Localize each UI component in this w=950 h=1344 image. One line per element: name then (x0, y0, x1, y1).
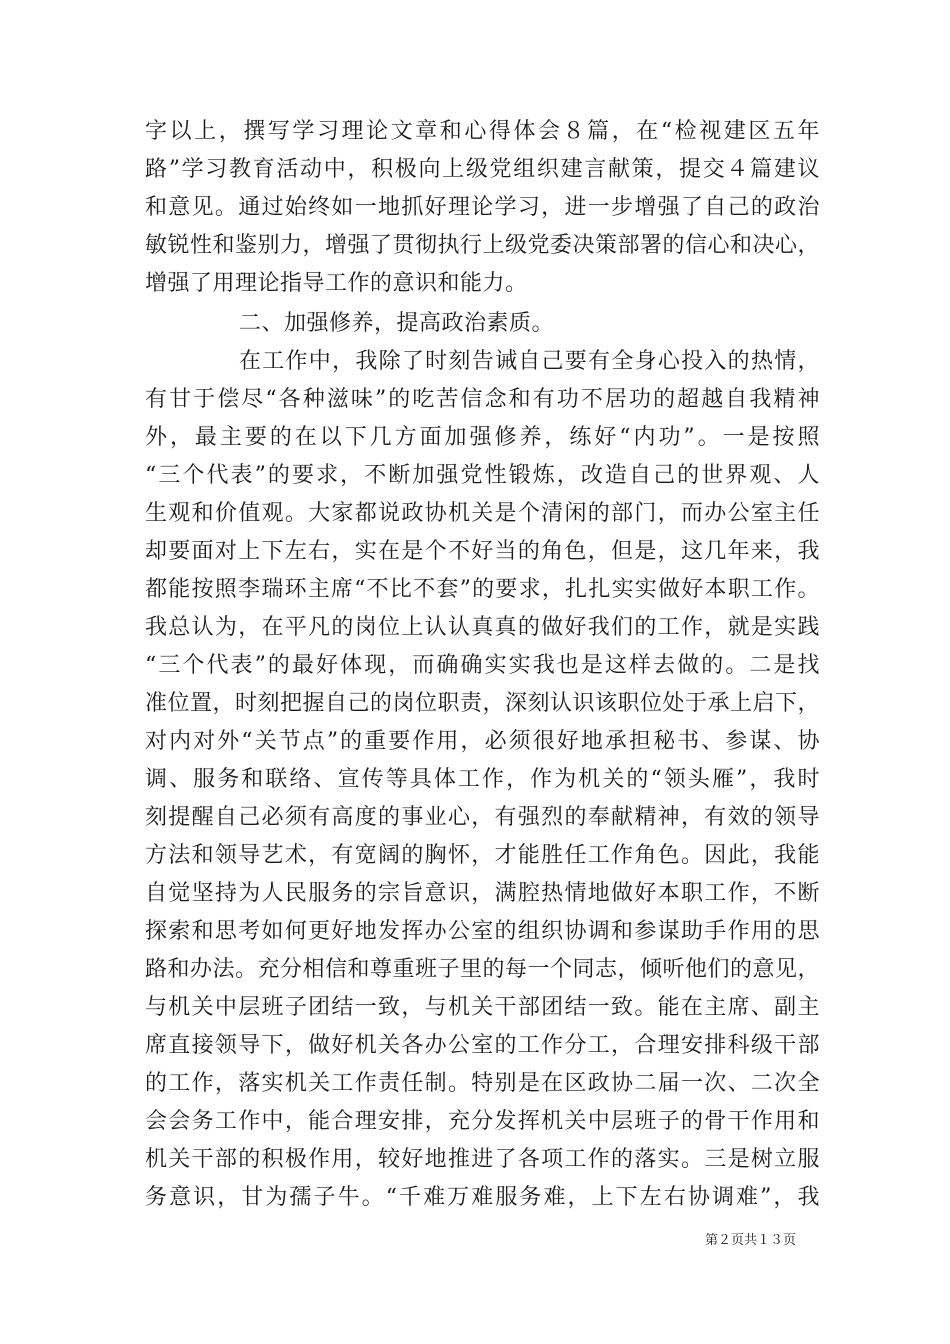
body-line: 路和办法。充分相信和尊重班子里的每一个同志，倾听他们的意见， (145, 957, 821, 982)
body-line: 字以上，撰写学习理论文章和心得体会８篇，在“检视建区五年 (145, 119, 820, 144)
section-heading: 二、加强修养，提高政治素质。 (239, 311, 555, 336)
body-line: “三个代表”的要求，不断加强党性锻炼，改造自己的世界观、人 (145, 463, 820, 488)
body-line: “三个代表”的最好体现，而确确实实我也是这样去做的。二是找 (145, 653, 820, 678)
body-line: 会会务工作中，能合理安排，充分发挥机关中层班子的骨干作用和 (145, 1109, 820, 1134)
body-line: 我总认为，在平凡的岗位上认认真真的做好我们的工作，就是实践 (145, 615, 820, 640)
body-line: 机关干部的积极作用，较好地推进了各项工作的落实。三是树立服 (145, 1147, 820, 1172)
body-line: 调、服务和联络、宣传等具体工作，作为机关的“领头雁”，我时 (145, 767, 820, 792)
body-line: 席直接领导下，做好机关各办公室的工作分工，合理安排科级干部 (145, 1033, 820, 1058)
body-line: 务意识，甘为孺子牛。“千难万难服务难，上下左右协调难”，我 (145, 1185, 820, 1210)
body-line: 路”学习教育活动中，积极向上级党组织建言献策，提交４篇建议 (145, 157, 820, 182)
body-line: 与机关中层班子团结一致，与机关干部团结一致。能在主席、副主 (145, 995, 820, 1020)
body-line: 探索和思考如何更好地发挥办公室的组织协调和参谋助手作用的思 (145, 919, 820, 944)
body-line: 外，最主要的在以下几方面加强修养，练好“内功”。一是按照 (145, 425, 820, 450)
body-line: 和意见。通过始终如一地抓好理论学习，进一步增强了自己的政治 (145, 195, 820, 220)
body-line: 的工作，落实机关工作责任制。特别是在区政协二届一次、二次全 (145, 1071, 820, 1096)
body-line: 生观和价值观。大家都说政协机关是个清闲的部门，而办公室主任 (145, 501, 820, 526)
body-line: 准位置，时刻把握自己的岗位职责，深刻认识该职位处于承上启下， (145, 691, 821, 716)
paragraph-first-line: 在工作中，我除了时刻告诫自己要有全身心投入的热情， (239, 349, 820, 374)
body-line: 刻提醒自己必须有高度的事业心，有强烈的奉献精神，有效的领导 (145, 805, 820, 830)
body-line: 有甘于偿尽“各种滋味”的吃苦信念和有功不居功的超越自我精神 (145, 387, 820, 412)
body-line: 却要面对上下左右，实在是个不好当的角色，但是，这几年来，我 (145, 539, 820, 564)
body-line: 方法和领导艺术，有宽阔的胸怀，才能胜任工作角色。因此，我能 (145, 843, 820, 868)
body-line: 都能按照李瑞环主席“不比不套”的要求，扎扎实实做好本职工作。 (145, 577, 820, 602)
body-line: 自觉坚持为人民服务的宗旨意识，满腔热情地做好本职工作，不断 (145, 881, 820, 906)
body-line: 对内对外“关节点”的重要作用，必须很好地承担秘书、参谋、协 (145, 729, 820, 754)
body-line: 敏锐性和鉴别力，增强了贯彻执行上级党委决策部署的信心和决心， (145, 233, 821, 258)
body-line: 增强了用理论指导工作的意识和能力。 (145, 271, 528, 296)
page-number-footer: 第２页共１３页 (705, 1233, 797, 1248)
